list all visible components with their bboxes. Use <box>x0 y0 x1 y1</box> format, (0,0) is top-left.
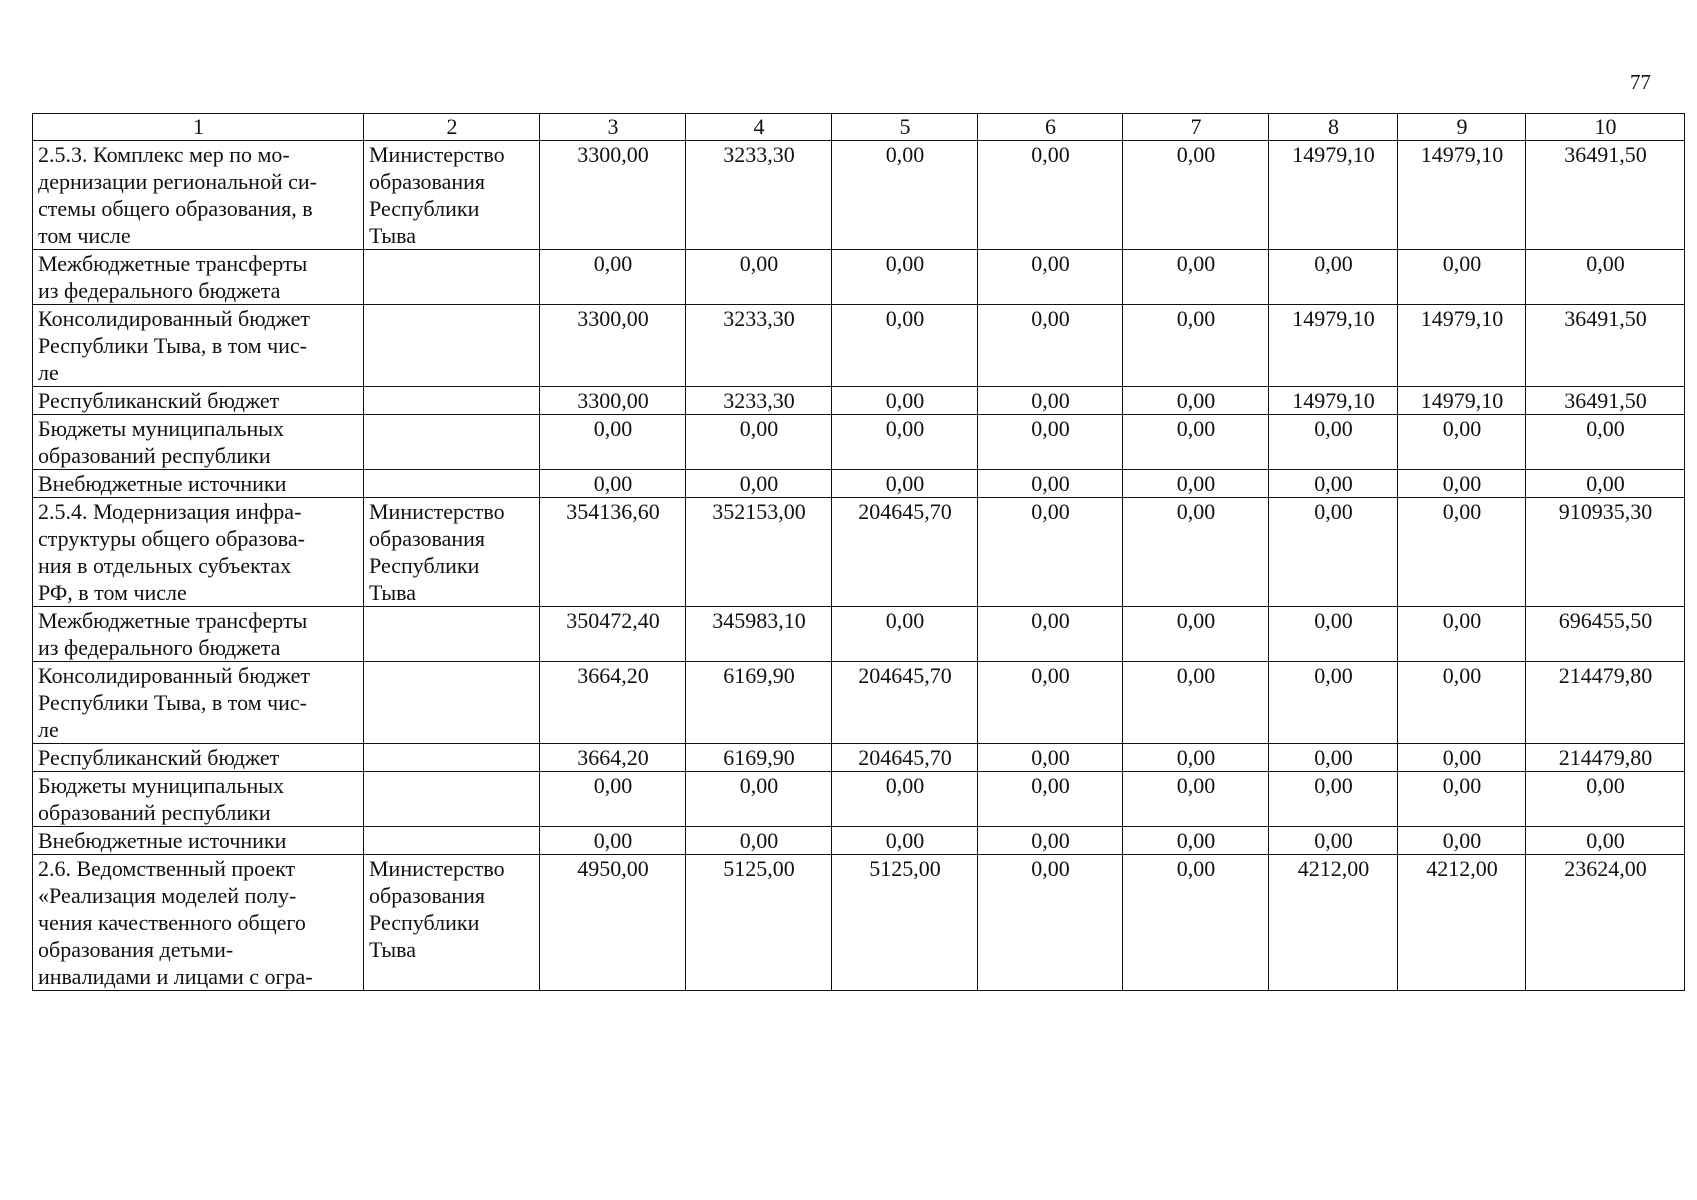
executor-line: Республики <box>369 196 480 221</box>
executor-cell <box>364 305 540 387</box>
activity-name-line: Бюджеты муниципальных <box>38 416 285 441</box>
amount-cell: 3233,30 <box>686 141 832 250</box>
amount-cell: 14979,10 <box>1269 305 1398 387</box>
activity-name-line: Республики Тыва, в том чис- <box>38 333 307 358</box>
amount-cell: 0,00 <box>832 305 978 387</box>
amount-cell: 36491,50 <box>1526 141 1685 250</box>
amount-cell: 0,00 <box>1123 827 1269 855</box>
amount-cell: 0,00 <box>978 827 1123 855</box>
column-number: 4 <box>686 114 832 141</box>
amount-cell: 0,00 <box>1269 744 1398 772</box>
activity-name-cell <box>33 415 364 470</box>
amount-cell: 0,00 <box>832 250 978 305</box>
activity-name-cell <box>33 305 364 387</box>
executor-cell <box>364 827 540 855</box>
amount-cell: 0,00 <box>540 772 686 827</box>
amount-cell: 0,00 <box>832 607 978 662</box>
activity-name-cell <box>33 498 364 607</box>
amount-cell: 0,00 <box>832 470 978 498</box>
amount-cell: 0,00 <box>978 470 1123 498</box>
budget-table <box>32 113 1685 991</box>
page-number: 77 <box>1630 70 1651 94</box>
amount-cell: 0,00 <box>1123 141 1269 250</box>
activity-name-line: Республики Тыва, в том чис- <box>38 690 307 715</box>
activity-name-line: Межбюджетные трансферты <box>38 251 308 276</box>
column-number: 6 <box>978 114 1123 141</box>
amount-cell: 0,00 <box>1123 744 1269 772</box>
executor-line: Министерство <box>369 499 505 524</box>
amount-cell: 0,00 <box>978 387 1123 415</box>
column-number: 1 <box>33 114 364 141</box>
amount-cell: 0,00 <box>978 498 1123 607</box>
executor-cell <box>364 855 540 991</box>
amount-cell: 0,00 <box>832 415 978 470</box>
activity-name-cell <box>33 772 364 827</box>
activity-name-line: Внебюджетные источники <box>38 828 287 853</box>
activity-name-line: образований республики <box>38 800 271 825</box>
executor-cell <box>364 415 540 470</box>
executor-cell <box>364 498 540 607</box>
amount-cell: 0,00 <box>1398 744 1526 772</box>
amount-cell: 0,00 <box>978 415 1123 470</box>
table-row <box>33 250 1685 305</box>
table-row <box>33 498 1685 607</box>
executor-line: Министерство <box>369 142 505 167</box>
amount-cell: 0,00 <box>1398 415 1526 470</box>
amount-cell: 3664,20 <box>540 662 686 744</box>
amount-cell: 0,00 <box>686 250 832 305</box>
amount-cell: 0,00 <box>978 141 1123 250</box>
amount-cell: 214479,80 <box>1526 744 1685 772</box>
amount-cell: 0,00 <box>1123 772 1269 827</box>
amount-cell: 0,00 <box>1526 415 1685 470</box>
amount-cell: 0,00 <box>686 415 832 470</box>
amount-cell: 0,00 <box>1123 662 1269 744</box>
activity-name-line: РФ, в том числе <box>38 580 187 605</box>
amount-cell: 0,00 <box>1269 250 1398 305</box>
amount-cell: 0,00 <box>978 305 1123 387</box>
amount-cell: 3233,30 <box>686 305 832 387</box>
activity-name-line: инвалидами и лицами с огра- <box>38 964 313 989</box>
amount-cell: 0,00 <box>832 772 978 827</box>
executor-line: Министерство <box>369 856 505 881</box>
amount-cell: 0,00 <box>686 772 832 827</box>
amount-cell: 4212,00 <box>1269 855 1398 991</box>
amount-cell: 350472,40 <box>540 607 686 662</box>
amount-cell: 0,00 <box>1398 662 1526 744</box>
amount-cell: 0,00 <box>540 827 686 855</box>
amount-cell: 3664,20 <box>540 744 686 772</box>
table-row <box>33 827 1685 855</box>
activity-name-line: Консолидированный бюджет <box>38 663 311 688</box>
executor-cell <box>364 470 540 498</box>
activity-name-line: Межбюджетные трансферты <box>38 608 308 633</box>
amount-cell: 352153,00 <box>686 498 832 607</box>
activity-name-cell <box>33 744 364 772</box>
table-row <box>33 744 1685 772</box>
executor-cell <box>364 250 540 305</box>
activity-name-line: Внебюджетные источники <box>38 471 287 496</box>
executor-line: образования <box>369 883 486 908</box>
column-number: 5 <box>832 114 978 141</box>
amount-cell: 3300,00 <box>540 387 686 415</box>
activity-name-cell <box>33 607 364 662</box>
amount-cell: 0,00 <box>1269 470 1398 498</box>
activity-name-cell <box>33 470 364 498</box>
amount-cell: 345983,10 <box>686 607 832 662</box>
amount-cell: 36491,50 <box>1526 305 1685 387</box>
executor-line: Тыва <box>369 937 416 962</box>
amount-cell: 5125,00 <box>686 855 832 991</box>
table-row <box>33 387 1685 415</box>
amount-cell: 696455,50 <box>1526 607 1685 662</box>
executor-cell <box>364 607 540 662</box>
column-number: 7 <box>1123 114 1269 141</box>
amount-cell: 14979,10 <box>1398 387 1526 415</box>
amount-cell: 0,00 <box>1398 470 1526 498</box>
amount-cell: 3300,00 <box>540 141 686 250</box>
amount-cell: 0,00 <box>1398 607 1526 662</box>
table-row <box>33 607 1685 662</box>
amount-cell: 0,00 <box>978 855 1123 991</box>
amount-cell: 5125,00 <box>832 855 978 991</box>
activity-name-line: ле <box>38 360 59 385</box>
column-number: 2 <box>364 114 540 141</box>
amount-cell: 910935,30 <box>1526 498 1685 607</box>
amount-cell: 0,00 <box>1398 772 1526 827</box>
amount-cell: 0,00 <box>1398 250 1526 305</box>
amount-cell: 14979,10 <box>1269 141 1398 250</box>
table-row <box>33 415 1685 470</box>
amount-cell: 3300,00 <box>540 305 686 387</box>
amount-cell: 6169,90 <box>686 744 832 772</box>
executor-cell <box>364 744 540 772</box>
activity-name-cell <box>33 662 364 744</box>
activity-name-cell <box>33 141 364 250</box>
amount-cell: 0,00 <box>1398 498 1526 607</box>
amount-cell: 0,00 <box>978 744 1123 772</box>
activity-name-line: образований республики <box>38 443 271 468</box>
table-row <box>33 772 1685 827</box>
amount-cell: 0,00 <box>1123 415 1269 470</box>
amount-cell: 204645,70 <box>832 744 978 772</box>
amount-cell: 0,00 <box>1123 305 1269 387</box>
column-number: 3 <box>540 114 686 141</box>
table-body <box>33 141 1685 991</box>
activity-name-line: Республиканский бюджет <box>38 388 280 413</box>
amount-cell: 0,00 <box>1269 827 1398 855</box>
amount-cell: 4950,00 <box>540 855 686 991</box>
amount-cell: 0,00 <box>1123 855 1269 991</box>
amount-cell: 4212,00 <box>1398 855 1526 991</box>
amount-cell: 0,00 <box>1269 662 1398 744</box>
amount-cell: 6169,90 <box>686 662 832 744</box>
executor-line: образования <box>369 169 486 194</box>
amount-cell: 0,00 <box>1123 250 1269 305</box>
amount-cell: 0,00 <box>832 141 978 250</box>
amount-cell: 14979,10 <box>1269 387 1398 415</box>
amount-cell: 0,00 <box>1269 607 1398 662</box>
activity-name-line: дернизации региональной си- <box>38 169 317 194</box>
amount-cell: 0,00 <box>1123 498 1269 607</box>
amount-cell: 0,00 <box>1123 387 1269 415</box>
amount-cell: 0,00 <box>1123 470 1269 498</box>
column-number: 9 <box>1398 114 1526 141</box>
table-row <box>33 470 1685 498</box>
executor-cell <box>364 387 540 415</box>
activity-name-line: образования детьми- <box>38 937 234 962</box>
amount-cell: 23624,00 <box>1526 855 1685 991</box>
activity-name-line: ния в отдельных субъектах <box>38 553 292 578</box>
amount-cell: 0,00 <box>978 250 1123 305</box>
amount-cell: 0,00 <box>1526 772 1685 827</box>
activity-name-line: ле <box>38 717 59 742</box>
amount-cell: 0,00 <box>686 827 832 855</box>
activity-name-line: 2.6. Ведомственный проект <box>38 856 296 881</box>
amount-cell: 0,00 <box>978 607 1123 662</box>
executor-line: Тыва <box>369 223 416 248</box>
activity-name-line: Бюджеты муниципальных <box>38 773 285 798</box>
amount-cell: 0,00 <box>1123 607 1269 662</box>
table-row <box>33 141 1685 250</box>
amount-cell: 0,00 <box>1269 498 1398 607</box>
column-number-row <box>33 114 1685 141</box>
table-row <box>33 662 1685 744</box>
activity-name-line: из федерального бюджета <box>38 635 281 660</box>
activity-name-line: 2.5.4. Модернизация инфра- <box>38 499 302 524</box>
amount-cell: 0,00 <box>1269 415 1398 470</box>
amount-cell: 0,00 <box>978 662 1123 744</box>
activity-name-cell <box>33 855 364 991</box>
amount-cell: 0,00 <box>978 772 1123 827</box>
amount-cell: 14979,10 <box>1398 305 1526 387</box>
amount-cell: 0,00 <box>1269 772 1398 827</box>
executor-line: образования <box>369 526 486 551</box>
activity-name-line: 2.5.3. Комплекс мер по мо- <box>38 142 290 167</box>
amount-cell: 0,00 <box>540 415 686 470</box>
amount-cell: 0,00 <box>1526 250 1685 305</box>
amount-cell: 0,00 <box>832 387 978 415</box>
amount-cell: 354136,60 <box>540 498 686 607</box>
amount-cell: 204645,70 <box>832 662 978 744</box>
activity-name-line: «Реализация моделей полу- <box>38 883 297 908</box>
amount-cell: 0,00 <box>540 470 686 498</box>
table-row <box>33 305 1685 387</box>
amount-cell: 0,00 <box>1398 827 1526 855</box>
activity-name-line: стемы общего образования, в <box>38 196 313 221</box>
executor-cell <box>364 662 540 744</box>
column-number: 8 <box>1269 114 1398 141</box>
activity-name-line: из федерального бюджета <box>38 278 281 303</box>
amount-cell: 0,00 <box>686 470 832 498</box>
amount-cell: 36491,50 <box>1526 387 1685 415</box>
activity-name-cell <box>33 827 364 855</box>
activity-name-line: чения качественного общего <box>38 910 306 935</box>
column-number: 10 <box>1526 114 1685 141</box>
amount-cell: 204645,70 <box>832 498 978 607</box>
activity-name-cell <box>33 250 364 305</box>
executor-cell <box>364 772 540 827</box>
amount-cell: 3233,30 <box>686 387 832 415</box>
executor-line: Республики <box>369 910 480 935</box>
amount-cell: 14979,10 <box>1398 141 1526 250</box>
activity-name-line: том числе <box>38 223 131 248</box>
amount-cell: 0,00 <box>1526 470 1685 498</box>
executor-line: Тыва <box>369 580 416 605</box>
amount-cell: 214479,80 <box>1526 662 1685 744</box>
activity-name-line: Республиканский бюджет <box>38 745 280 770</box>
executor-cell <box>364 141 540 250</box>
activity-name-line: структуры общего образова- <box>38 526 305 551</box>
executor-line: Республики <box>369 553 480 578</box>
activity-name-line: Консолидированный бюджет <box>38 306 311 331</box>
activity-name-cell <box>33 387 364 415</box>
table-row <box>33 855 1685 991</box>
amount-cell: 0,00 <box>832 827 978 855</box>
amount-cell: 0,00 <box>540 250 686 305</box>
amount-cell: 0,00 <box>1526 827 1685 855</box>
